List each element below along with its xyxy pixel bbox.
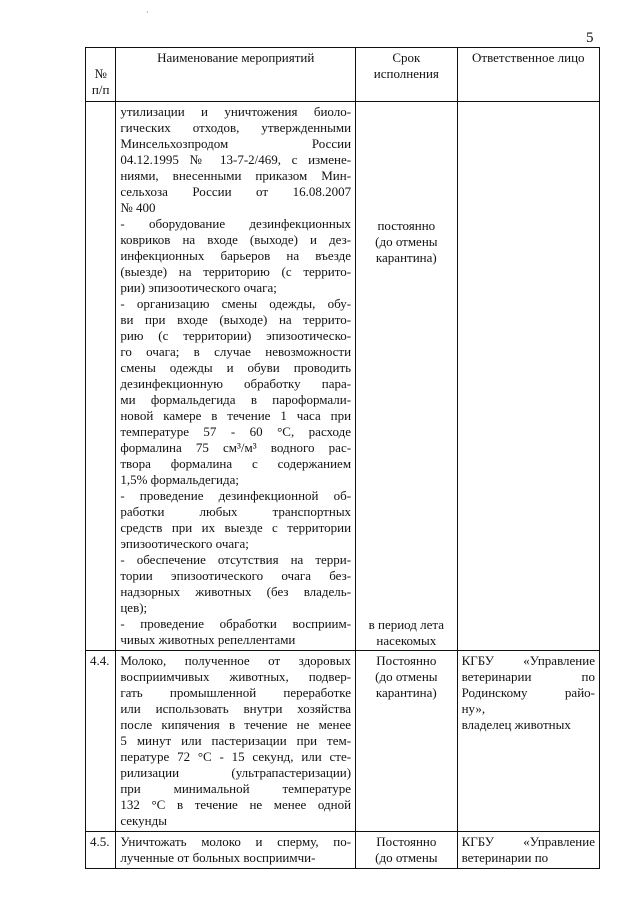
text-line: надзорных животных (без владель- bbox=[120, 584, 352, 599]
text-line: - проведение обработки восприим- bbox=[120, 616, 352, 631]
term-line: Постоянно bbox=[376, 653, 437, 668]
text-line: гических отходов, утвержденными bbox=[120, 120, 352, 135]
header-term bbox=[356, 48, 458, 102]
text-line: инфекционных барьеров на въезде bbox=[120, 248, 352, 263]
row-responsible-cell bbox=[457, 832, 599, 869]
text-line: го очага; в случае невозможности bbox=[120, 344, 352, 359]
row-name-cell bbox=[116, 651, 356, 832]
text-line: восприимчивых животных, подвер- bbox=[120, 669, 352, 684]
text-line: гать промышленной переработке bbox=[120, 685, 352, 700]
row-term-cell bbox=[356, 102, 458, 651]
text-line: эпизоотического очага; bbox=[120, 536, 249, 551]
term-line: (до отмены bbox=[375, 850, 438, 865]
text-line: ми формальдегида в пароформали- bbox=[120, 392, 352, 407]
term-line: Постоянно bbox=[376, 834, 437, 849]
term-line: насекомых bbox=[376, 633, 437, 648]
text-line: цев); bbox=[120, 600, 148, 615]
header-number-sign: № bbox=[94, 66, 107, 81]
term-line: карантина) bbox=[375, 685, 437, 700]
text-line: лученные от больных восприимчи- bbox=[120, 850, 316, 865]
measures-table bbox=[85, 47, 600, 869]
text-line: рии) эпизоотического очага; bbox=[120, 280, 277, 295]
row-number-cell: 4.5. bbox=[86, 832, 116, 869]
text-line: - проведение дезинфекционной об- bbox=[120, 488, 352, 503]
term-permanent bbox=[360, 218, 453, 266]
text-line: формалина 75 см³/м³ водного рас- bbox=[120, 440, 352, 455]
text-line: - обеспечение отсутствия на терри- bbox=[120, 552, 352, 567]
header-name: Наименование мероприятий bbox=[116, 48, 356, 102]
header-term-line: исполнения bbox=[373, 66, 439, 81]
text-line: сельхоза России от 16.08.2007 bbox=[120, 184, 352, 199]
text-line: КГБУ «Управление bbox=[461, 834, 595, 849]
term-line: (до отмены bbox=[375, 234, 438, 249]
row-responsible-cell bbox=[457, 651, 599, 832]
row-term-cell bbox=[356, 651, 458, 832]
text-line: Молоко, полученное от здоровых bbox=[120, 653, 352, 668]
text-line: ветеринарии по bbox=[461, 850, 549, 865]
table-row-continued bbox=[86, 102, 600, 651]
text-line: чивых животных репеллентами bbox=[120, 632, 296, 647]
table-header-row bbox=[86, 48, 600, 102]
text-line: Минсельхозпродом России bbox=[120, 136, 352, 151]
header-number bbox=[86, 48, 116, 102]
text-line: 1,5% формальдегида; bbox=[120, 472, 240, 487]
text-line: - оборудование дезинфекционных bbox=[120, 216, 352, 231]
text-line: средств при их выезде с территории bbox=[120, 520, 352, 535]
text-line: или использовать внутри хозяйства bbox=[120, 701, 352, 716]
text-line: утилизации и уничтожения биоло- bbox=[120, 104, 352, 119]
row-responsible-cell bbox=[457, 102, 599, 651]
text-line: (выезде) на территорию (с террито- bbox=[120, 264, 352, 279]
scan-mark: · bbox=[146, 8, 149, 17]
text-line: КГБУ «Управление bbox=[461, 653, 595, 668]
text-line: пературе 72 °С - 15 секунд, или сте- bbox=[120, 749, 352, 764]
text-line: 5 минут или пастеризации при тем- bbox=[120, 733, 352, 748]
text-line: твора формалина с содержанием bbox=[120, 456, 352, 471]
term-insect-season bbox=[356, 617, 457, 649]
text-line: рилизации (ультрапастеризации) bbox=[120, 765, 352, 780]
header-term-line: Срок bbox=[392, 50, 421, 65]
row-term-cell bbox=[356, 832, 458, 869]
text-line: Родинскому райо- bbox=[461, 685, 595, 700]
text-line: секунды bbox=[120, 813, 167, 828]
text-line: ковриков на входе (выходе) и дез- bbox=[120, 232, 352, 247]
text-line: - организацию смены одежды, обу- bbox=[120, 296, 352, 311]
text-line: владелец животных bbox=[461, 717, 571, 732]
text-line: при минимальной температуре bbox=[120, 781, 352, 796]
header-number-label: п/п bbox=[91, 82, 110, 97]
text-line: тории эпизоотического очага без- bbox=[120, 568, 352, 583]
text-line: ну», bbox=[461, 701, 486, 716]
text-line: № 400 bbox=[120, 200, 156, 215]
term-line: карантина) bbox=[375, 250, 437, 265]
text-line: рию (с территории) эпизоотическо- bbox=[120, 328, 352, 343]
text-line: 132 °С в течение не менее одной bbox=[120, 797, 352, 812]
table-row bbox=[86, 651, 600, 832]
row-number-cell: 4.4. bbox=[86, 651, 116, 832]
text-line: ветеринарии по bbox=[461, 669, 595, 684]
term-line: (до отмены bbox=[375, 669, 438, 684]
text-line: ви при входе (выходе) на террито- bbox=[120, 312, 352, 327]
text-line: новой камере в течение 1 часа при bbox=[120, 408, 352, 423]
term-line: постоянно bbox=[377, 218, 436, 233]
text-line: работки любых транспортных bbox=[120, 504, 352, 519]
text-line: смены одежды и обуви проводить bbox=[120, 360, 352, 375]
term-line: в период лета bbox=[368, 617, 445, 632]
row-name-cell bbox=[116, 832, 356, 869]
row-number-cell bbox=[86, 102, 116, 651]
page-number: 5 bbox=[586, 30, 594, 46]
text-line: ниями, внесенными приказом Мин- bbox=[120, 168, 352, 183]
table-row bbox=[86, 832, 600, 869]
row-name-cell bbox=[116, 102, 356, 651]
text-line: дезинфекционную обработку пара- bbox=[120, 376, 352, 391]
header-responsible: Ответственное лицо bbox=[457, 48, 599, 102]
text-line: 04.12.1995 № 13-7-2/469, с измене- bbox=[120, 152, 352, 167]
text-line: температуре 57 - 60 °С, расходе bbox=[120, 424, 352, 439]
text-line: Уничтожать молоко и сперму, по- bbox=[120, 834, 352, 849]
text-line: после кипячения в течение не менее bbox=[120, 717, 352, 732]
